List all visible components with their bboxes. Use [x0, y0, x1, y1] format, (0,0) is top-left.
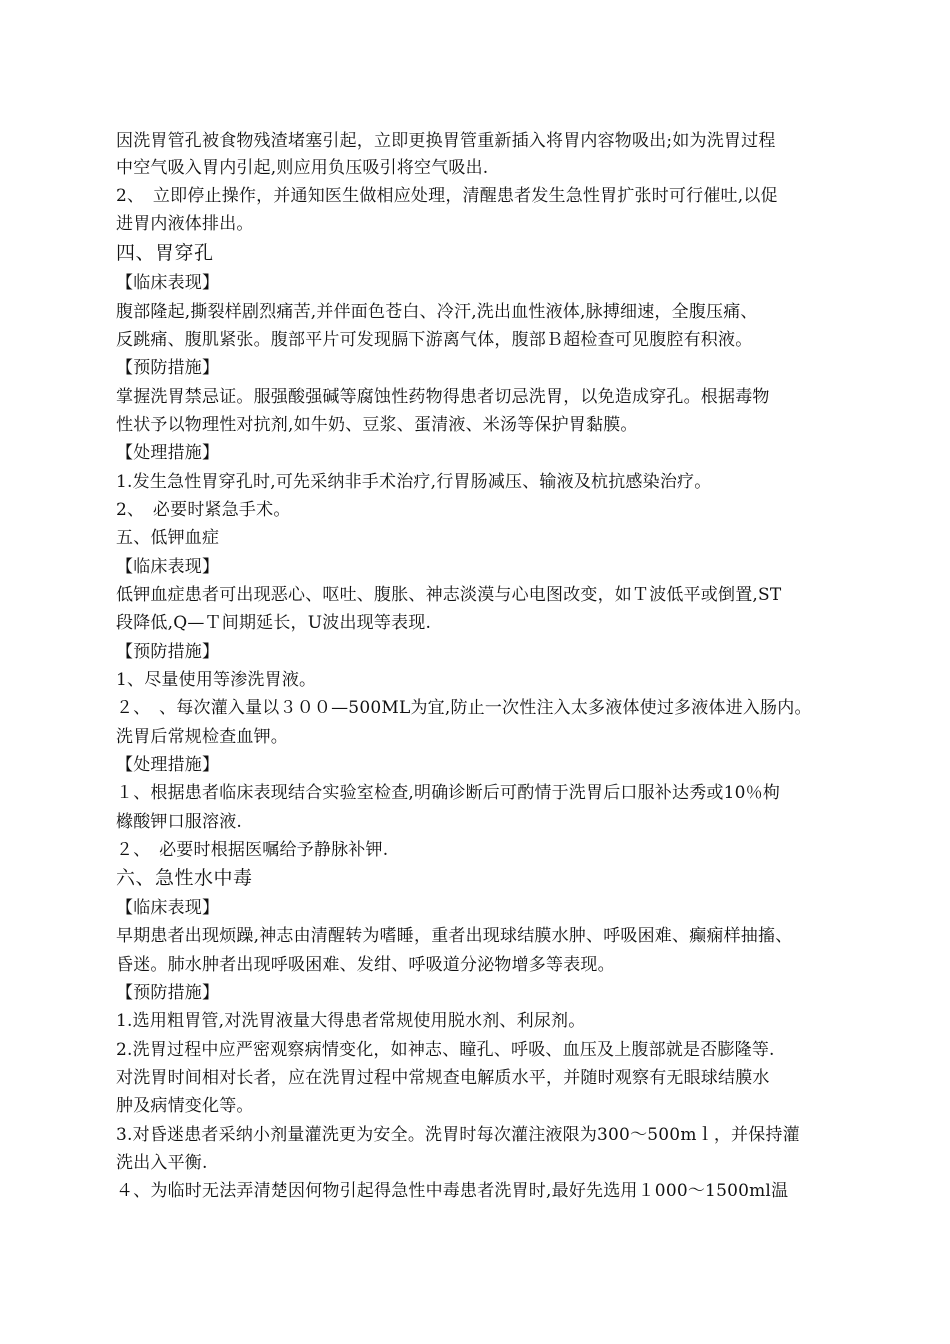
body-text-line: ２、 、每次灌入量以３００—500ML为宜,防止一次性注入太多液体使过多液体进入肠内。 — [116, 698, 812, 718]
body-text-line: 性状予以物理性对抗剂,如牛奶、豆浆、蛋清液、米汤等保护胃黏膜。 — [116, 415, 638, 435]
body-text-line: 昏迷。肺水肿者出现呼吸困难、发绀、呼吸道分泌物增多等表现。 — [116, 955, 615, 975]
subheading: 【临床表现】 — [116, 898, 220, 918]
body-text-line: 进胃内液体排出。 — [116, 214, 254, 234]
body-text-line: 掌握洗胃禁忌证。服强酸强碱等腐蚀性药物得患者切忌洗胃，以免造成穿孔。根据毒物 — [116, 387, 770, 407]
subheading: 【预防措施】 — [116, 358, 220, 378]
body-text-line: 早期患者出现烦躁,神志由清醒转为嗜睡，重者出现球结膜水肿、呼吸困难、癫痫样抽搐、 — [116, 926, 793, 946]
section-heading: 四、胃穿孔 — [116, 242, 214, 264]
body-text-line: 2、 立即停止操作，并通知医生做相应处理，清醒患者发生急性胃扩张时可行催吐,以促 — [116, 186, 778, 206]
body-text-line: 反跳痛、腹肌紧张。腹部平片可发现膈下游离气体，腹部Ｂ超检查可见腹腔有积液。 — [116, 330, 753, 350]
body-text-line: 中空气吸入胃内引起,则应用负压吸引将空气吸出. — [116, 158, 489, 178]
section-heading: 五、低钾血症 — [116, 528, 220, 548]
body-text-line: 橼酸钾口服溶液. — [116, 812, 243, 832]
body-text-line: 洗出入平衡. — [116, 1153, 208, 1173]
body-text-line: １、根据患者临床表现结合实验室检查,明确诊断后可酌情于洗胃后口服补达秀或10％枸 — [116, 783, 781, 803]
subheading: 【临床表现】 — [116, 273, 220, 293]
body-text-line: 腹部隆起,撕裂样剧烈痛苦,并伴面色苍白、冷汗,洗出血性液体,脉搏细速，全腹压痛、 — [116, 302, 758, 322]
body-text-line: 3.对昏迷患者采纳小剂量灌洗更为安全。洗胃时每次灌注液限为300～500mｌ，并保持灌 — [116, 1125, 800, 1145]
body-text-line: 段降低,Q—Ｔ间期延长，U波出现等表现. — [116, 613, 432, 633]
body-text-line: ２、 必要时根据医嘱给予静脉补钾. — [116, 840, 389, 860]
body-text-line: 肿及病情变化等。 — [116, 1096, 254, 1116]
subheading: 【临床表现】 — [116, 557, 220, 577]
subheading: 【预防措施】 — [116, 642, 220, 662]
body-text-line: 因洗胃管孔被食物残渣堵塞引起，立即更换胃管重新插入将胃内容物吸出;如为洗胃过程 — [116, 131, 776, 151]
subheading: 【处理措施】 — [116, 755, 220, 775]
body-text-line: 低钾血症患者可出现恶心、呕吐、腹胀、神志淡漠与心电图改变，如Ｔ波低平或倒置,ST — [116, 585, 782, 605]
body-text-line: 1、尽量使用等渗洗胃液。 — [116, 670, 317, 690]
body-text-line: 2、 必要时紧急手术。 — [116, 500, 291, 520]
body-text-line: 2.洗胃过程中应严密观察病情变化，如神志、瞳孔、呼吸、血压及上腹部就是否膨隆等. — [116, 1040, 775, 1060]
subheading: 【处理措施】 — [116, 443, 220, 463]
body-text-line: 1.选用粗胃管,对洗胃液量大得患者常规使用脱水剂、利尿剂。 — [116, 1011, 586, 1031]
body-text-line: 1.发生急性胃穿孔时,可先采纳非手术治疗,行胃肠减压、输液及杭抗感染治疗。 — [116, 472, 712, 492]
body-text-line: 对洗胃时间相对长者，应在洗胃过程中常规查电解质水平，并随时观察有无眼球结膜水 — [116, 1068, 770, 1088]
body-text-line: 洗胃后常规检查血钾。 — [116, 727, 288, 747]
section-heading: 六、急性水中毒 — [116, 867, 253, 889]
subheading: 【预防措施】 — [116, 983, 220, 1003]
body-text-line: ４、为临时无法弄清楚因何物引起得急性中毒患者洗胃时,最好先选用１000～1500ml温 — [116, 1181, 789, 1201]
